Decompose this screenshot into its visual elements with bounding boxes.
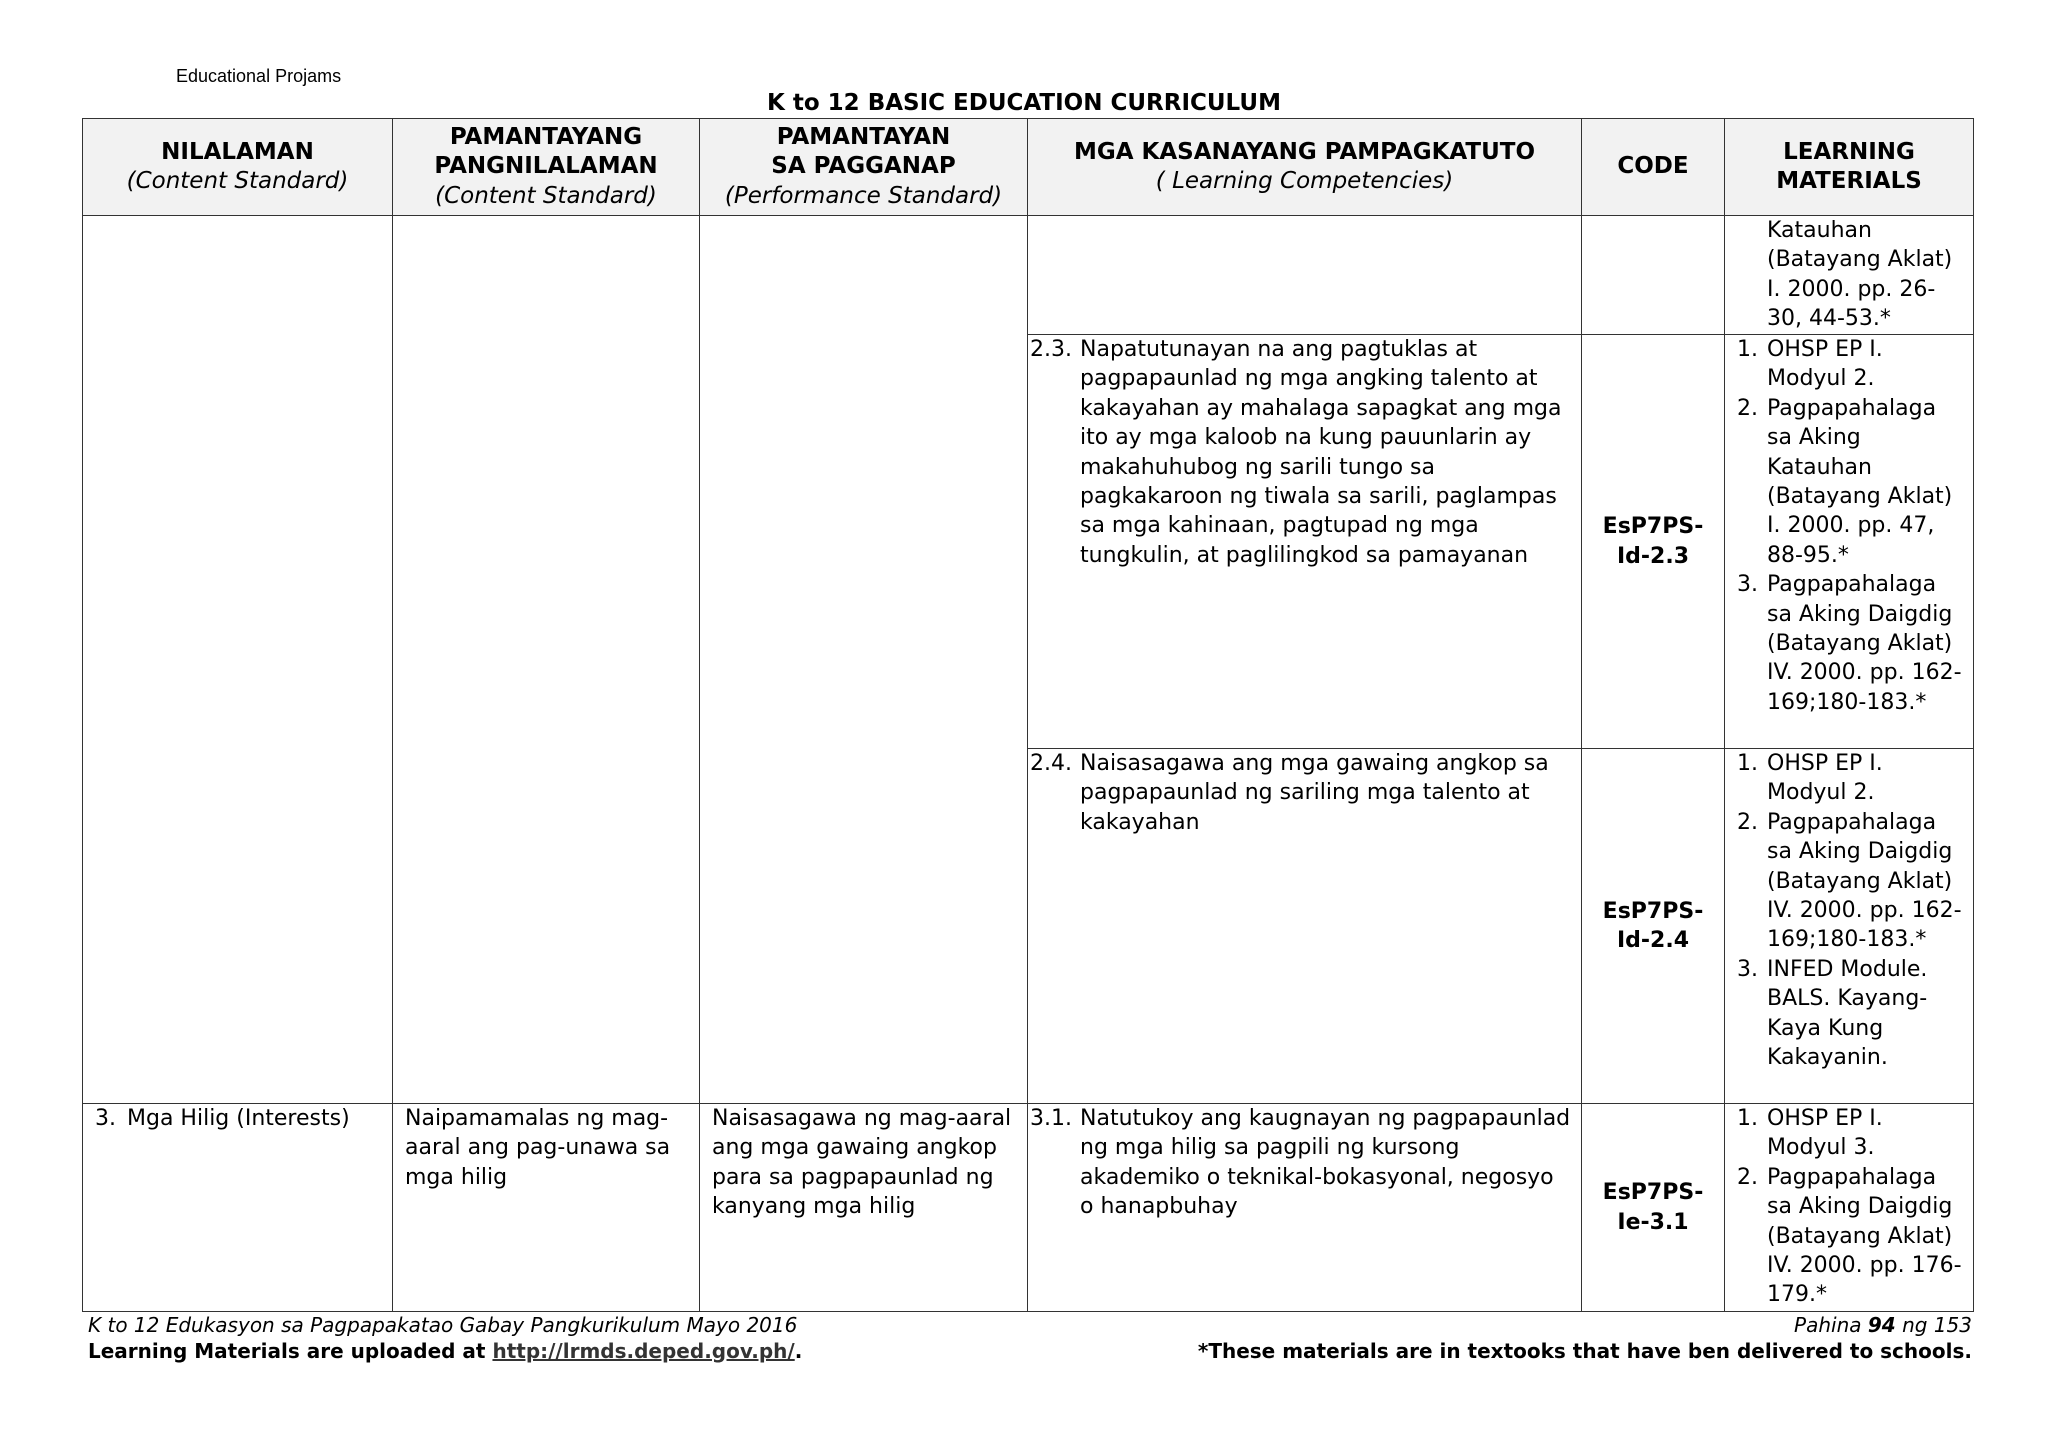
header-pamantayan-sa-pagganap: PAMANTAYAN SA PAGGANAP (Performance Standard) bbox=[700, 119, 1028, 216]
materials-cell bbox=[1725, 1104, 1974, 1312]
footer-note: *These materials are in textooks that have ben delivered to schools. bbox=[1197, 1339, 1972, 1363]
competency-item bbox=[1030, 335, 1573, 570]
material-item: 2. Pagpapahalaga sa Aking Daigdig (Batayang Aklat) IV. 2000. pp. 162-169;180-183.* bbox=[1737, 809, 1962, 953]
material-item: 3. INFED Module. BALS. Kayang-Kaya Kung Kakayanin. bbox=[1737, 956, 1928, 1071]
competency-item bbox=[1030, 1104, 1573, 1222]
header-learning-materials: LEARNING MATERIALS bbox=[1725, 119, 1974, 216]
code-cell bbox=[1582, 749, 1725, 1104]
material-item: 2. Pagpapahalaga sa Aking Daigdig (Batayang Aklat) IV. 2000. pp. 176-179.* bbox=[1737, 1164, 1962, 1308]
competency-text: Natutukoy ang kaugnayan ng pagpapaunlad ng mga hilig sa pagpili ng kursong akademiko o teknikal-bokasyonal, negosyo o hanapbuhay bbox=[1080, 1106, 1571, 1220]
code-part: EsP7PS- bbox=[1602, 898, 1704, 924]
footer-guide-line bbox=[88, 1313, 1972, 1337]
lrmds-link[interactable]: http://lrmds.deped.gov.ph/ bbox=[492, 1339, 795, 1363]
code-part: EsP7PS- bbox=[1602, 1180, 1704, 1206]
competency-text: Naisasagawa ang mga gawaing angkop sa pagpapaunlad ng sariling mga talento at kakayahan bbox=[1080, 751, 1549, 835]
materials-continuation: Katauhan (Batayang Aklat) I. 2000. pp. 26-30, 44-53.* bbox=[1767, 218, 1953, 332]
curriculum-table bbox=[82, 118, 1974, 1312]
footer-upload-line bbox=[88, 1339, 1972, 1363]
content-standard-cell: Naipamamalas ng mag-aaral ang pag-unawa sa mga hilig bbox=[393, 1104, 700, 1312]
document-title: K to 12 BASIC EDUCATION CURRICULUM bbox=[767, 90, 1281, 116]
materials-cell bbox=[1725, 749, 1974, 1104]
competency-number: 2.4. bbox=[1030, 751, 1072, 776]
code-part: EsP7PS- bbox=[1602, 514, 1704, 540]
code-part: Id-2.4 bbox=[1616, 928, 1690, 953]
competency-number: 2.3. bbox=[1030, 337, 1072, 362]
material-item: 1. OHSP EP I. Modyul 2. bbox=[1737, 337, 1883, 392]
competency-cell bbox=[1028, 335, 1582, 749]
nilalaman-cell bbox=[83, 1104, 393, 1312]
header-learning-competencies: MGA KASANAYANG PAMPAGKATUTO ( Learning Competencies) bbox=[1028, 119, 1582, 216]
code-part: Id-2.3 bbox=[1616, 543, 1690, 569]
material-item: 3. Pagpapahalaga sa Aking Daigdig (Batayang Aklat) IV. 2000. pp. 162-169;180-183.* bbox=[1737, 572, 1962, 715]
table-row bbox=[83, 1104, 1974, 1312]
material-item: 1. OHSP EP I. Modyul 2. bbox=[1737, 751, 1883, 806]
code-cell bbox=[1582, 335, 1725, 749]
topic-item: 3. Mga Hilig (Interests) bbox=[95, 1106, 350, 1131]
competency-cell bbox=[1028, 1104, 1582, 1312]
competency-text: Napatutunayan na ang pagtuklas at pagpapaunlad ng mga angking talento at kakayahan ay mahalaga sapagkat ang mga ito ay mga kaloob na kung pauunlarin ay makahuhubog ng sarili tungo sa pagkakaroon ng tiwala sa sarili, paglampas sa mga kahinaan, pagtupad ng mga tungkulin, at paglilingkod sa pamayanan bbox=[1080, 337, 1562, 568]
material-item: 2. Pagpapahalaga sa Aking Katauhan (Batayang Aklat) I. 2000. pp. 47, 88-95.* bbox=[1737, 395, 1953, 568]
page-number: Pahina 94 ng 153 bbox=[1794, 1313, 1972, 1337]
code-part: Ie-3.1 bbox=[1617, 1209, 1689, 1235]
material-item: 1. OHSP EP I. Modyul 3. bbox=[1737, 1106, 1883, 1161]
materials-cell bbox=[1725, 216, 1974, 335]
footer-guide-title: K to 12 Edukasyon sa Pagpapakatao Gabay Pangkurikulum Mayo 2016 bbox=[88, 1313, 798, 1337]
header-pamantayang-pangnilalaman: PAMANTAYANG PANGNILALAMAN (Content Standard) bbox=[393, 119, 700, 216]
code-cell bbox=[1582, 216, 1725, 335]
competency-number: 3.1. bbox=[1030, 1106, 1072, 1131]
competency-cell bbox=[1028, 216, 1582, 335]
performance-standard-cell bbox=[700, 216, 1028, 1104]
header-code: CODE bbox=[1582, 119, 1725, 216]
materials-cell bbox=[1725, 335, 1974, 749]
watermark-text: Educational Projams bbox=[176, 66, 342, 86]
table-row bbox=[83, 216, 1974, 335]
performance-standard-cell: Naisasagawa ng mag-aaral ang mga gawaing angkop para sa pagpapaunlad ng kanyang mga hilig bbox=[700, 1104, 1028, 1312]
header-nilalaman: NILALAMAN (Content Standard) bbox=[83, 119, 393, 216]
competency-item bbox=[1030, 749, 1573, 837]
code-cell bbox=[1582, 1104, 1725, 1312]
content-standard-cell bbox=[393, 216, 700, 1104]
footer-upload-text: Learning Materials are uploaded at http://lrmds.deped.gov.ph/. bbox=[88, 1339, 803, 1363]
competency-cell bbox=[1028, 749, 1582, 1104]
nilalaman-cell bbox=[83, 216, 393, 1104]
header-row bbox=[83, 119, 1974, 216]
